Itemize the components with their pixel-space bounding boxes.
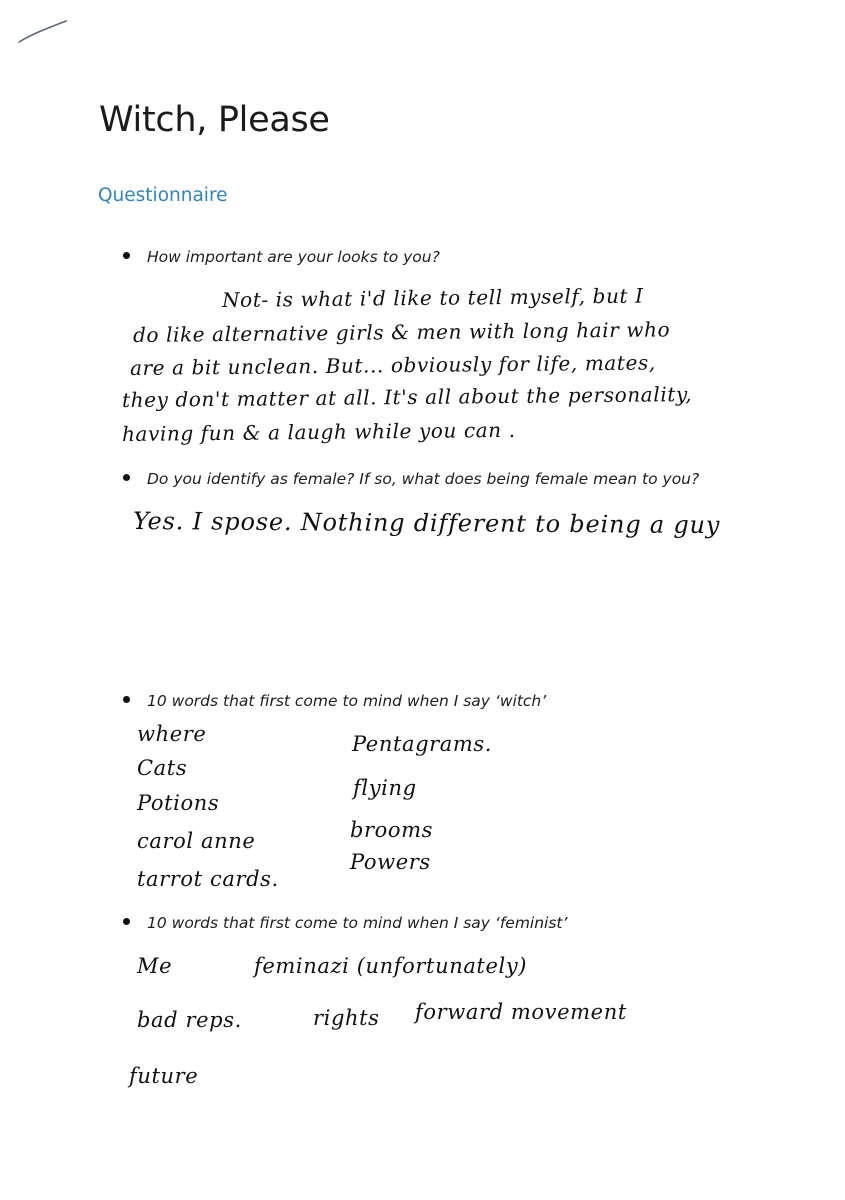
feminist-word: bad reps. [137,1008,242,1032]
answer-line: do like alternative girls & men with long hair who [132,317,671,347]
question-looks [123,248,440,266]
page-title: Witch, Please [99,100,330,140]
bullet-icon [123,474,130,481]
answer-line: having fun & a laugh while you can . [121,417,516,446]
feminist-word: feminazi (unfortunately) [254,954,528,978]
witch-word: Pentagrams. [352,732,493,756]
witch-word: carol anne [137,829,256,853]
witch-word: tarrot cards. [137,867,279,891]
witch-word: Cats [137,756,188,780]
question-text: 10 words that first come to mind when I say ‘witch’ [147,692,547,710]
answer-line: Not- is what i'd like to tell myself, but I [221,283,644,312]
question-witch-words [123,692,546,710]
section-heading: Questionnaire [98,185,228,206]
bullet-icon [123,252,130,259]
answer-line: are a bit unclean. But... obviously for life, mates, [129,350,656,380]
question-text: 10 words that first come to mind when I say ‘feminist’ [147,914,568,932]
witch-word: flying [353,776,417,800]
feminist-word: forward movement [415,1000,627,1024]
answer-line: they don't matter at all. It's all about the personality, [121,382,693,412]
bullet-icon [123,696,130,703]
witch-word: Potions [137,791,220,815]
scan-mark [18,20,68,44]
bullet-icon [123,918,130,925]
answer-line: Yes. I spose. Nothing different to being a guy [132,507,721,540]
feminist-word: Me [137,954,173,978]
witch-word: brooms [350,818,434,842]
question-text: Do you identify as female? If so, what does being female mean to you? [147,470,700,488]
witch-word: Powers [350,850,431,874]
question-text: How important are your looks to you? [147,248,440,266]
feminist-word: rights [313,1006,380,1030]
question-feminist-words [123,914,567,932]
feminist-word: future [129,1064,199,1088]
witch-word: where [137,722,207,746]
question-female [123,470,699,488]
